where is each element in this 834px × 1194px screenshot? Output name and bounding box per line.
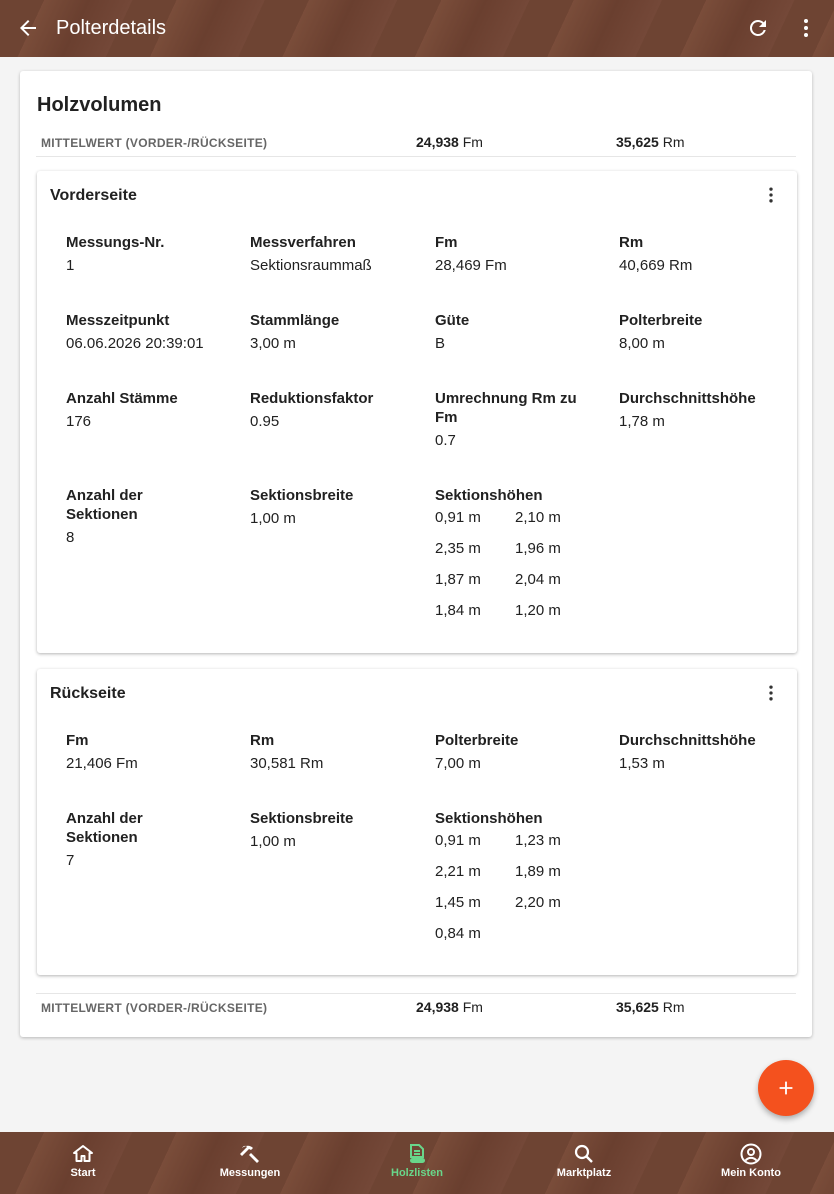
nav-wood-lists[interactable]: Holzlisten: [347, 1132, 487, 1194]
average-rm: 35,625 Rm: [616, 999, 685, 1015]
average-row-bottom: [36, 993, 796, 1021]
field-quality: Güte B: [435, 312, 470, 352]
field-section-heights: Sektionshöhen: [435, 810, 543, 827]
field-timestamp: Messzeitpunkt 06.06.2026 20:39:01: [66, 312, 204, 352]
field-reduction-factor: Reduktionsfaktor 0.95: [250, 390, 374, 430]
field-section-width: Sektionsbreite 1,00 m: [250, 487, 354, 527]
field-log-count: Anzahl Stämme 176: [66, 390, 178, 430]
section-height: 0,91 m: [435, 509, 481, 526]
field-rm: Rm 30,581 Rm: [250, 732, 324, 772]
more-vert-icon[interactable]: [761, 683, 781, 703]
field-pile-width: Polterbreite 8,00 m: [619, 312, 703, 352]
field-section-width: Sektionsbreite 1,00 m: [250, 810, 354, 850]
section-height: 0,91 m: [435, 832, 481, 849]
section-height: 1,84 m: [435, 602, 481, 619]
nav-measurements[interactable]: Messungen: [180, 1132, 320, 1194]
back-side-title: Rückseite: [50, 685, 126, 702]
front-side-card: [37, 171, 797, 653]
section-height: 1,23 m: [515, 832, 561, 849]
average-fm: 24,938 Fm: [416, 999, 483, 1015]
search-icon: [572, 1142, 596, 1166]
average-label: MITTELWERT (VORDER-/RÜCKSEITE): [41, 1001, 268, 1015]
more-vert-icon[interactable]: [794, 16, 818, 40]
front-side-title: Vorderseite: [50, 187, 137, 204]
account-icon: [739, 1142, 763, 1166]
field-avg-height: Durchschnittshöhe 1,78 m: [619, 390, 756, 430]
field-avg-height: Durchschnittshöhe 1,53 m: [619, 732, 756, 772]
wood-list-icon: [405, 1142, 429, 1166]
section-height: 1,96 m: [515, 540, 561, 557]
add-icon: [775, 1077, 797, 1099]
section-height: 2,21 m: [435, 863, 481, 880]
average-rm: 35,625 Rm: [616, 134, 685, 150]
home-icon: [71, 1142, 95, 1166]
section-height: 1,45 m: [435, 894, 481, 911]
back-side-card: [37, 669, 797, 975]
section-height: 2,20 m: [515, 894, 561, 911]
average-row-top: [36, 129, 796, 157]
field-section-heights: Sektionshöhen: [435, 487, 543, 504]
section-height: 2,35 m: [435, 540, 481, 557]
average-fm: 24,938 Fm: [416, 134, 483, 150]
bottom-navigation: [0, 1132, 834, 1194]
volume-card: [20, 71, 812, 1037]
field-pile-width: Polterbreite 7,00 m: [435, 732, 519, 772]
section-height: 1,87 m: [435, 571, 481, 588]
average-label: MITTELWERT (VORDER-/RÜCKSEITE): [41, 136, 268, 150]
hammer-icon: [238, 1142, 262, 1166]
field-rm: Rm 40,669 Rm: [619, 234, 693, 274]
field-fm: Fm 28,469 Fm: [435, 234, 507, 274]
field-method: Messverfahren Sektionsraummaß: [250, 234, 372, 274]
field-measurement-no: Messungs-Nr. 1: [66, 234, 165, 274]
field-conversion: Umrechnung Rm zu Fm 0.7: [435, 390, 577, 449]
arrow-back-icon[interactable]: [16, 16, 40, 40]
card-title: Holzvolumen: [37, 94, 162, 116]
field-log-length: Stammlänge 3,00 m: [250, 312, 340, 352]
refresh-icon[interactable]: [746, 16, 770, 40]
section-height: 1,20 m: [515, 602, 561, 619]
field-section-count: Anzahl der Sektionen 7: [66, 810, 143, 869]
more-vert-icon[interactable]: [761, 185, 781, 205]
section-height: 0,84 m: [435, 925, 481, 942]
nav-marketplace[interactable]: Marktplatz: [514, 1132, 654, 1194]
app-bar: [0, 0, 834, 57]
nav-start[interactable]: Start: [13, 1132, 153, 1194]
add-button[interactable]: [758, 1060, 814, 1116]
nav-account[interactable]: Mein Konto: [681, 1132, 821, 1194]
page-title: Polterdetails: [56, 17, 167, 39]
section-height: 2,04 m: [515, 571, 561, 588]
section-height: 1,89 m: [515, 863, 561, 880]
field-fm: Fm 21,406 Fm: [66, 732, 138, 772]
section-height: 2,10 m: [515, 509, 561, 526]
field-section-count: Anzahl der Sektionen 8: [66, 487, 143, 546]
